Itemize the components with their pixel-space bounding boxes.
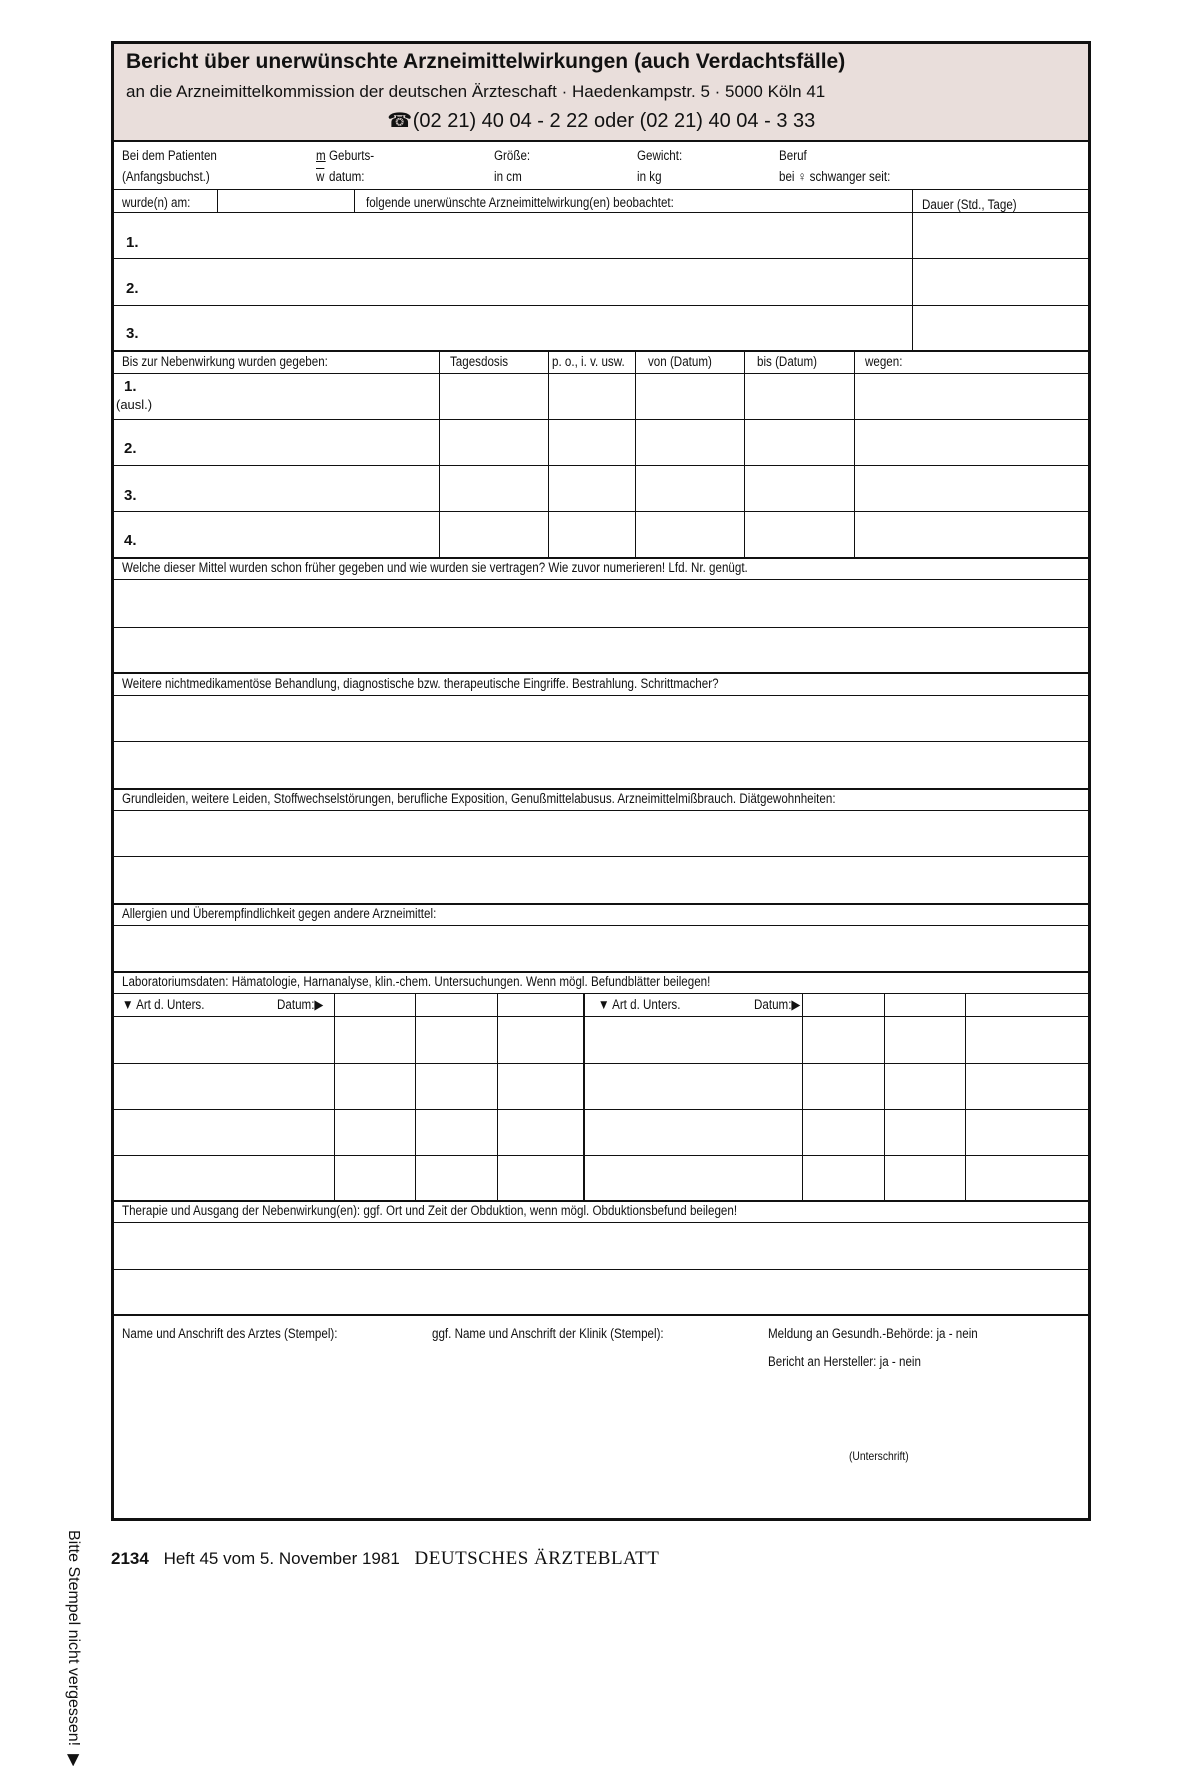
height-unit: in cm bbox=[494, 169, 522, 184]
therapy-outcome-label: Therapie und Ausgang der Nebenwirkung(en): ggf. Ort und Zeit der Obduktion, wenn mögl. Obduktionsbefund beilegen! bbox=[122, 1203, 738, 1218]
date-observed-label: wurde(n) am: bbox=[122, 195, 191, 210]
clinic-stamp-label: ggf. Name und Anschrift der Klinik (Stempel): bbox=[432, 1326, 664, 1341]
allergies-label: Allergien und Überempfindlichkeit gegen andere Arzneimittel: bbox=[122, 906, 437, 921]
reason-header: wegen: bbox=[865, 354, 903, 369]
drug-row-1-trigger-note: (ausl.) bbox=[116, 397, 153, 412]
patient-label: Bei dem Patienten bbox=[122, 148, 217, 163]
phone-numbers: (02 21) 40 04 - 2 22 oder (02 21) 40 04 - 3 33 bbox=[412, 110, 816, 132]
drug-row-3[interactable]: 3. bbox=[124, 487, 137, 504]
birthdate-label: Geburts- bbox=[329, 148, 375, 163]
from-date-header: von (Datum) bbox=[648, 354, 712, 369]
duration-label: Dauer (Std., Tage) bbox=[922, 197, 1017, 212]
pregnant-since-label: bei ♀ schwanger seit: bbox=[779, 169, 891, 184]
stamp-reminder-text: Bitte Stempel nicht vergessen! bbox=[65, 1530, 82, 1747]
to-date-header: bis (Datum) bbox=[757, 354, 817, 369]
observed-reactions-label: folgende unerwünschte Arzneimittelwirkung(en) beobachtet: bbox=[366, 195, 674, 210]
report-authority-option[interactable]: Meldung an Gesundh.-Behörde: ja - nein bbox=[768, 1326, 978, 1341]
phone-line bbox=[114, 108, 1088, 133]
page-footer bbox=[111, 1548, 659, 1570]
height-label: Größe: bbox=[494, 148, 531, 163]
lab-date-header-right: Datum:▶ bbox=[754, 997, 801, 1012]
form-header bbox=[114, 44, 1088, 142]
signature-label: (Unterschrift) bbox=[849, 1449, 909, 1463]
reaction-row-1[interactable]: 1. bbox=[126, 234, 139, 251]
therapy-outcome-line[interactable] bbox=[114, 1269, 1088, 1270]
form-title: Bericht über unerwünschte Arzneimittelwirkungen (auch Verdachtsfälle) bbox=[126, 50, 846, 73]
divider bbox=[114, 189, 1088, 190]
telephone-icon: ☎ bbox=[387, 110, 413, 132]
lab-type-header-right: ▼ Art d. Unters. bbox=[598, 997, 681, 1012]
form-address: an die Arzneimittelkommission der deutschen Ärzteschaft · Haedenkampstr. 5 · 5000 Köln 41 bbox=[126, 82, 826, 101]
lab-data-label: Laboratoriumsdaten: Hämatologie, Harnanalyse, klin.-chem. Untersuchungen. Wenn mögl. Befundblätter beilegen! bbox=[122, 974, 711, 989]
weight-label: Gewicht: bbox=[637, 148, 683, 163]
arrow-right-icon: ▶ bbox=[65, 1754, 82, 1766]
patient-label-sub: (Anfangsbuchst.) bbox=[122, 169, 210, 184]
occupation-label: Beruf bbox=[779, 148, 807, 163]
drug-row-2[interactable]: 2. bbox=[124, 440, 137, 457]
drugs-header: Bis zur Nebenwirkung wurden gegeben: bbox=[122, 354, 328, 369]
other-treatment-line[interactable] bbox=[114, 741, 1088, 742]
drug-row-4[interactable]: 4. bbox=[124, 532, 137, 549]
underlying-conditions-label: Grundleiden, weitere Leiden, Stoffwechselstörungen, berufliche Exposition, Genußmittelabusus. Arzneimittelmißbrauch. Diätgewohnheiten: bbox=[122, 791, 836, 806]
daily-dose-header: Tagesdosis bbox=[450, 354, 509, 369]
report-form bbox=[111, 41, 1091, 1521]
underlying-conditions-line[interactable] bbox=[114, 856, 1088, 857]
doctor-stamp-label: Name und Anschrift des Arztes (Stempel): bbox=[122, 1326, 338, 1341]
lab-date-header-left: Datum:▶ bbox=[277, 997, 324, 1012]
weight-unit: in kg bbox=[637, 169, 662, 184]
page-number: 2134 bbox=[111, 1549, 149, 1568]
issue-info: Heft 45 vom 5. November 1981 bbox=[163, 1549, 400, 1568]
lab-row[interactable] bbox=[114, 1155, 1088, 1156]
report-manufacturer-option[interactable]: Bericht an Hersteller: ja - nein bbox=[768, 1354, 921, 1369]
previous-use-line[interactable] bbox=[114, 627, 1088, 628]
sex-m-option[interactable]: m bbox=[316, 148, 326, 163]
sex-w-option[interactable]: $\overline{w}$ bbox=[316, 169, 325, 184]
stamp-reminder bbox=[64, 1530, 84, 1766]
magazine-name: DEUTSCHES ÄRZTEBLATT bbox=[414, 1548, 660, 1569]
lab-row[interactable] bbox=[114, 1109, 1088, 1110]
other-treatment-label: Weitere nichtmedikamentöse Behandlung, diagnostische bzw. therapeutische Eingriffe. Bestrahlung. Schrittmacher? bbox=[122, 676, 719, 691]
lab-type-header-left: ▼ Art d. Unters. bbox=[122, 997, 205, 1012]
route-header: p. o., i. v. usw. bbox=[552, 354, 625, 369]
previous-use-label: Welche dieser Mittel wurden schon früher gegeben und wie wurden sie vertragen? Wie zuvor numerieren! Lfd. Nr. genügt. bbox=[122, 560, 748, 575]
birthdate-label-sub: datum: bbox=[329, 169, 365, 184]
drug-row-1[interactable]: 1. bbox=[124, 378, 137, 395]
lab-row[interactable] bbox=[114, 1063, 1088, 1064]
reaction-row-2[interactable]: 2. bbox=[126, 280, 139, 297]
reaction-row-3[interactable]: 3. bbox=[126, 325, 139, 342]
